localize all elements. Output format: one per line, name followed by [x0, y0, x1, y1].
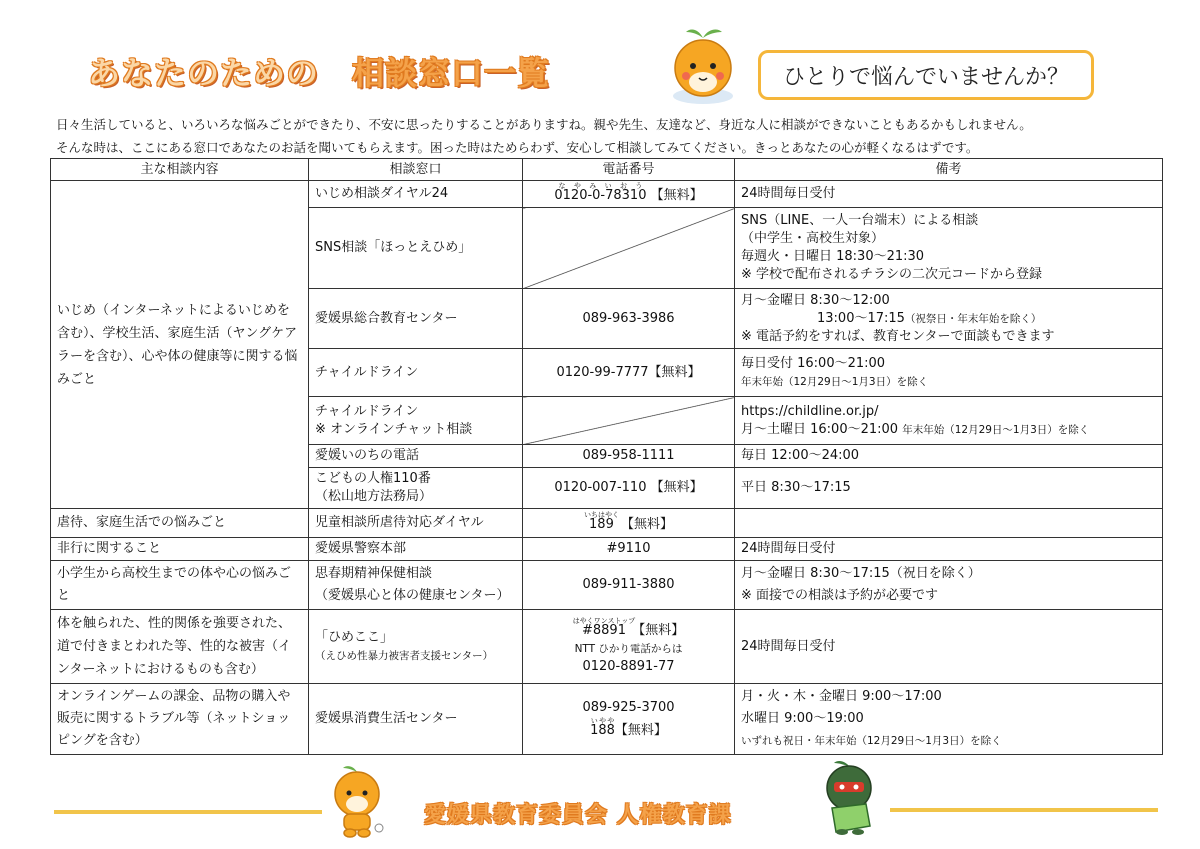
intro-line-1: 日々生活していると、いろいろな悩みごとができたり、不安に思ったりすることがありますね。親や先生、友達など、身近な人に相談ができないこともあるかもしれません。: [56, 117, 1032, 132]
window-cell: 愛媛県総合教育センター: [309, 289, 523, 349]
phone-cell-empty: [523, 397, 735, 445]
phone-cell[interactable]: 089-963-3986: [523, 289, 735, 349]
window-cell: 愛媛いのちの電話: [309, 445, 523, 468]
phone-cell[interactable]: 089-911-3880: [523, 561, 735, 610]
phone-cell[interactable]: 0120-99-7777【無料】: [523, 349, 735, 397]
dark-mikyan-icon: [818, 760, 880, 836]
window-cell: 思春期精神保健相談 （愛媛県心と体の健康センター）: [309, 561, 523, 610]
phone-cell[interactable]: 0120-007-110 【無料】: [523, 468, 735, 509]
consultation-table: [50, 158, 1163, 755]
footer-line-left: [54, 810, 322, 814]
note-cell: 24時間毎日受付: [735, 610, 1163, 684]
phone-cell[interactable]: #8891はやくワンストップ【無料】 NTT ひかり電話からは 0120-8891-77: [523, 610, 735, 684]
window-cell: チャイルドライン ※ オンラインチャット相談: [309, 397, 523, 445]
window-cell: 愛媛県消費生活センター: [309, 684, 523, 755]
window-cell: こどもの人権110番 （松山地方法務局）: [309, 468, 523, 509]
callout-box: ひとりで悩んでいませんか？: [758, 50, 1094, 100]
table-row: [51, 181, 1163, 208]
note-cell: 月～金曜日 8:30～12:00 13:00～17:15（祝祭日・年末年始を除く） ※ 電話予約をすれば、教育センターで面談もできます: [735, 289, 1163, 349]
footer-line-right: [890, 808, 1158, 812]
window-cell: 児童相談所虐待対応ダイヤル: [309, 509, 523, 538]
table-row: [51, 610, 1163, 684]
category-cell: 小学生から高校生までの体や心の悩みごと: [51, 561, 309, 610]
phone-cell-empty: [523, 208, 735, 289]
category-cell: 体を触られた、性的関係を強要された、道で付きまとわれた等、性的な被害（インターネットにおけるものも含む）: [51, 610, 309, 684]
table-row: [51, 684, 1163, 755]
intro-text: [56, 113, 1032, 159]
note-cell: 毎日 12:00～24:00: [735, 445, 1163, 468]
phone-cell[interactable]: 089-958-1111: [523, 445, 735, 468]
note-cell: 月・火・木・金曜日 9:00～17:00 水曜日 9:00～19:00 いずれも祝日・年末年始（12月29日～1月3日）を除く: [735, 684, 1163, 755]
category-bullying: いじめ（インターネットによるいじめを含む）、学校生活、家庭生活（ヤングケアラーを含む）、心や体の健康等に関する悩みごと: [51, 181, 309, 509]
note-cell: 毎日受付 16:00～21:00 年末年始（12月29日～1月3日）を除く: [735, 349, 1163, 397]
phone-cell[interactable]: 089-925-3700 188いやや【無料】: [523, 684, 735, 755]
header-phone: 電話番号: [523, 159, 735, 181]
window-cell: チャイルドライン: [309, 349, 523, 397]
category-cell: 非行に関すること: [51, 538, 309, 561]
category-cell: 虐待、家庭生活での悩みごと: [51, 509, 309, 538]
mikyan-standing-icon: [326, 764, 388, 838]
footer-department: 愛媛県教育委員会 人権教育課: [424, 803, 732, 828]
category-cell: オンラインゲームの課金、品物の購入や販売に関するトラブル等（ネットショッピングを含む）: [51, 684, 309, 755]
table-row: [51, 509, 1163, 538]
note-cell: 24時間毎日受付: [735, 538, 1163, 561]
window-cell: SNS相談「ほっとえひめ」: [309, 208, 523, 289]
table-row: [51, 538, 1163, 561]
intro-line-2: そんな時は、ここにある窓口であなたのお話を聞いてもらえます。困った時はためらわず、安心して相談してみてください。きっとあなたの心が軽くなるはずです。: [56, 140, 979, 155]
phone-cell[interactable]: #9110: [523, 538, 735, 561]
childline-url-link[interactable]: https://childline.or.jp/: [741, 403, 879, 419]
window-cell: 「ひめここ」 （えひめ性暴力被害者支援センター）: [309, 610, 523, 684]
note-cell: 月～金曜日 8:30～17:15（祝日を除く） ※ 面接での相談は予約が必要です: [735, 561, 1163, 610]
header-note: 備考: [735, 159, 1163, 181]
mikyan-mascot-icon: [672, 24, 734, 106]
window-cell: 愛媛県警察本部: [309, 538, 523, 561]
phone-cell[interactable]: 189いちはやく 【無料】: [523, 509, 735, 538]
note-cell: https://childline.or.jp/ 月～土曜日 16:00～21:00 年末年始（12月29日～1月3日）を除く: [735, 397, 1163, 445]
phone-cell[interactable]: 0120-0-78310なやみいおう 【無料】: [523, 181, 735, 208]
table-header-row: [51, 159, 1163, 181]
window-cell: いじめ相談ダイヤル24: [309, 181, 523, 208]
note-cell: SNS（LINE、一人一台端末）による相談 （中学生・高校生対象） 毎週火・日曜日 18:30～21:30 ※ 学校で配布されるチラシの二次元コードから登録: [735, 208, 1163, 289]
note-cell: 24時間毎日受付: [735, 181, 1163, 208]
note-cell-empty: [735, 509, 1163, 538]
page-title: あなたのための 相談窓口一覧: [88, 54, 551, 92]
table-row: [51, 561, 1163, 610]
header-category: 主な相談内容: [51, 159, 309, 181]
note-cell: 平日 8:30～17:15: [735, 468, 1163, 509]
header-window: 相談窓口: [309, 159, 523, 181]
